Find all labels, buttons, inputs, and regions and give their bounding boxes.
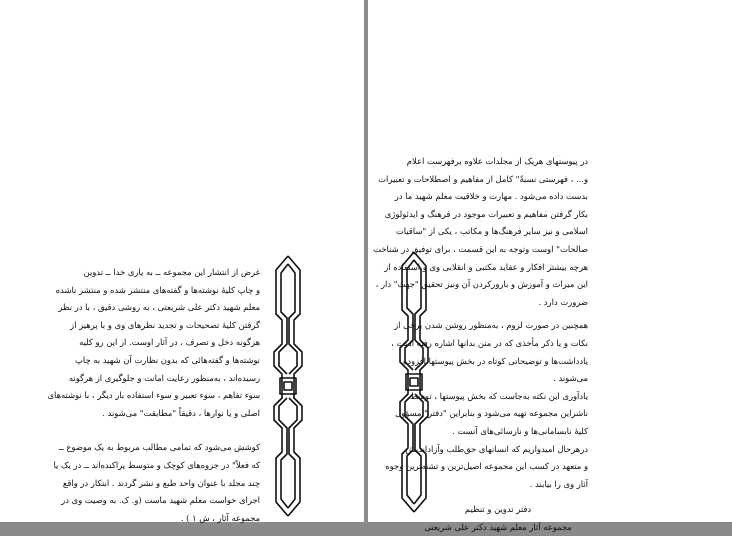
- text-line: می‌شوند .: [553, 373, 588, 384]
- text-line: صالحات" اوست وتوجه به این قسمت ، برای توفیق در شناخت: [373, 243, 588, 254]
- text-line: معلم شهید دکتر علی شریعتی ، به روشی دقیق ، با در نظر: [58, 302, 260, 313]
- text-line: نوشته‌ها و گفته‌هائی که بدون نظارت آن شهید به چاپ: [75, 354, 260, 365]
- text-line: در پیوستهای هریک از مجلدات علاوه برفهرست اعلام: [406, 156, 588, 166]
- text-line: اسلامی و نیز سایر فرهنگ‌ها و مکاتب ، یکی از "ساقیات: [395, 226, 588, 237]
- text-line: و... ، فهرستی نسبةً" کامل از مفاهیم و اصطلاحات و تعبیرات: [378, 173, 588, 184]
- text-line: که فعلاً" در جزوه‌های کوچک و متوسط پراکنده‌اند ــ در یک یا: [53, 459, 260, 470]
- left-paragraph-2: [53, 439, 260, 527]
- text-line: بدست داده می‌شود . مهارت و خلاقیت معلم شهید ما در: [394, 191, 588, 202]
- text-line: بکار گرفتن مفاهیم و تعبیرات موجود در فرهنگ و ایدئولوژی: [384, 208, 588, 219]
- right-paragraph-3: [395, 388, 588, 441]
- text-line: غرض از انتشار این مجموعه ــ به یاری خدا ــ تدوین: [83, 267, 260, 277]
- text-line: آثار وی را بیابند .: [529, 478, 588, 489]
- text-line: سوء تفاهم ، سوء تعبیر و سوء استفاده بار دیگر ، با نوشته‌های: [47, 390, 260, 401]
- text-line: یادآوری این نکته به‌جاست که بخش پیوستها ، توسط: [409, 390, 588, 401]
- text-line: چند مجلد با عنوان واحد طبع و نشر گردند . ابتکار در واقع: [62, 477, 260, 488]
- text-line: ناشراین مجموعه تهیه می‌شود و بنابراین "دفتر" مسؤول: [395, 408, 588, 419]
- signature-line-1: دفتر تدوین و تنظیم: [464, 504, 532, 515]
- paragraph-gap: [74, 422, 260, 439]
- right-paragraph-4: [385, 441, 588, 494]
- right-page-text: [373, 153, 588, 536]
- text-line: نکات و یا ذکر مأخذی که در متن بدانها اشاره رفته است ،: [391, 337, 588, 348]
- text-line: هرچه بیشتر افکار و عقاید مکتبی و انقلابی وی و استفاده از: [384, 261, 588, 272]
- text-line: کوشش می‌شود که تمامی مطالب مربوط به یک موضوع ــ: [58, 442, 260, 453]
- text-line: درهرحال امیدواریم که انسانهای حق‌طلب وآزاداندیش: [405, 443, 588, 454]
- text-line: این میراث و آموزش و بارورکردن آن ونیز تحقیق "جهت" دار ،: [375, 279, 588, 290]
- text-line: کلیهٔ نابسامانی‌ها و نارسائی‌های آنست .: [451, 425, 588, 436]
- left-page-text: [47, 264, 260, 527]
- text-line: گرفتن کلیهٔ تصحیحات و تجدید نظرهای وی و با پرهیز از: [70, 319, 260, 330]
- text-line: رسیده‌اند ، به‌منظور رعایت امانت و جلوگیری از هرگونه: [68, 372, 260, 383]
- text-line: همچنین در صورت لزوم ، به‌منظور روشن شدن برخی از: [394, 320, 588, 331]
- text-line: و چاپ کلیهٔ نوشته‌ها و گفته‌های منتشر شده و منتشر ناشده: [55, 284, 260, 295]
- text-line: هرگونه دخل و تصرف ، در آثار اوست. از این رو کلیه: [79, 337, 260, 348]
- text-line: اصلی و یا نوارها ، دقیقاً "مطابقت" می‌شوند .: [102, 407, 260, 418]
- left-paragraph-1: [47, 264, 260, 422]
- signature-block: [408, 501, 588, 536]
- text-line: مجموعه آثار ، ش ۱ ) .: [180, 512, 260, 523]
- text-line: و متعهد در کسب این مجموعه اصیل‌ترین و تشنه‌ترین وجوه: [385, 461, 588, 472]
- text-line: یادداشت‌ها و توضیحاتی کوتاه در بخش پیوستها افزوده: [402, 355, 588, 366]
- signature-line-2: مجموعه آثار معلم شهید دکتر علی شریعتی: [424, 521, 572, 532]
- text-line: اجرای خواست معلم شهید ماست (و. ک. به وصیت وی در: [61, 495, 260, 506]
- right-paragraph-2: [391, 317, 588, 387]
- right-paragraph-1: [373, 153, 588, 311]
- ornament-left-icon: [268, 254, 308, 518]
- text-line: ضرورت دارد .: [538, 296, 588, 307]
